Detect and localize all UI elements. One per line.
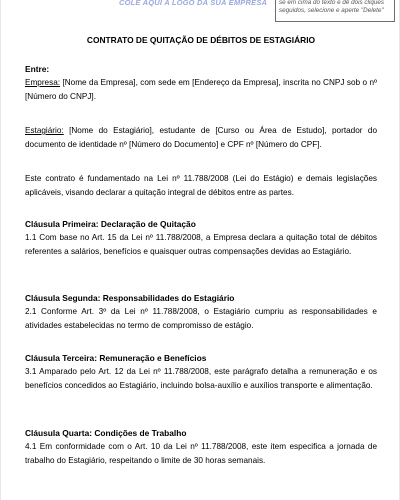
intern-party-paragraph (25, 124, 377, 152)
clause-2 (25, 291, 377, 333)
company-party-paragraph (25, 76, 377, 104)
intro-paragraph: Este contrato é fundamentado na Lei nº 11.788/2008 (Lei do Estágio) e demais legislações aplicáveis, visando declarar a quitação integral de débitos entre as partes. (25, 174, 377, 197)
company-party-block (25, 76, 377, 104)
intern-party-block (25, 124, 377, 152)
clause-1 (25, 217, 377, 259)
intern-text: [Nome do Estagiário], estudante de [Curso ou Área de Estudo], portador do documento de identidade nº [Número do Documento] e CPF nº [Número do CPF]. (25, 126, 377, 149)
instruction-note: se em cima do texto e dê dois cliques seguidos, selecione e aperte "Delete" (275, 0, 395, 22)
clause-4 (25, 426, 377, 468)
clause-text: 4.1 Em conformidade com o Art. 10 da Lei nº 11.788/2008, este item especifica a jornada de trabalho do Estagiário, respeitando o limite de 30 horas semanais. (25, 442, 377, 465)
clause-3 (25, 351, 377, 393)
clause-heading: Cláusula Segunda: Responsabilidades do Estagiário (25, 293, 235, 303)
clause-heading: Cláusula Quarta: Condições de Trabalho (25, 428, 187, 438)
document-title: CONTRATO DE QUITAÇÃO DE DÉBITOS DE ESTAGIÁRIO (86, 35, 316, 45)
clause-text: 2.1 Conforme Art. 3º da Lei nº 11.788/2008, o Estagiário cumpriu as responsabilidades e atividades estabelecidas no termo de compromisso de estágio. (25, 307, 377, 330)
parties-label: Entre: (25, 64, 50, 74)
company-text: [Nome da Empresa], com sede em [Endereço da Empresa], inscrita no CNPJ sob o nº [Número do CNPJ]. (25, 78, 377, 101)
clause-text: 1.1 Com base no Art. 15 da Lei nº 11.788/2008, a Empresa declara a quitação total de débitos referentes a salários, benefícios e quaisquer outras compensações devidas ao Estagiário. (25, 233, 377, 256)
clause-text: 3.1 Amparado pelo Art. 12 da Lei nº 11.788/2008, este parágrafo detalha a remuneração e os benefícios concedidos ao Estagiário, incluindo bolsa-auxílio e auxílios transporte e alimentação. (25, 367, 377, 390)
clause-heading: Cláusula Terceira: Remuneração e Benefícios (25, 353, 207, 363)
logo-placeholder: COLE AQUI A LOGO DA SUA EMPRESA (119, 0, 268, 7)
intro-block (25, 172, 377, 200)
company-label: Empresa: (25, 78, 61, 87)
clause-heading: Cláusula Primeira: Declaração de Quitação (25, 219, 196, 229)
intern-label: Estagiário: (25, 126, 64, 135)
parties-label-block (25, 62, 377, 76)
